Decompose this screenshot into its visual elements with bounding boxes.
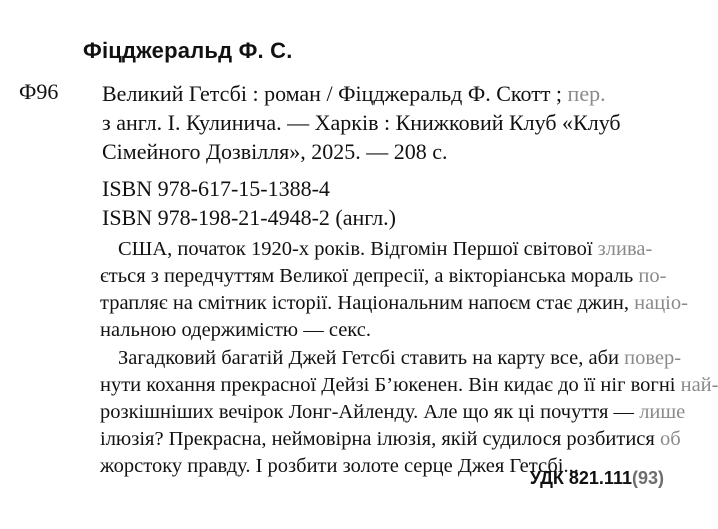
isbn-ukrainian: ISBN 978-617-15-1388-4 <box>102 176 330 201</box>
annotation-line <box>100 372 718 399</box>
bibl-text-faded: пер. <box>567 81 606 106</box>
bibliographic-description <box>102 79 662 166</box>
author-heading: Фіцджеральд Ф. С. <box>83 38 293 63</box>
annotation-line <box>100 399 686 426</box>
annotation-line <box>100 426 681 453</box>
udk-faded: (93) <box>631 468 664 488</box>
annotation-text-faded: повер- <box>624 347 682 369</box>
annotation-line: жорстоку правду. І розбити золоте серце Джея Гетсбі... <box>100 455 579 477</box>
annotation-text: ється з передчуттям Великої депресії, а вікторіанська мораль <box>100 265 639 287</box>
annotation-text-faded: лише <box>639 401 686 423</box>
annotation-text: США, початок 1920-х років. Відгомін Першої світової <box>118 238 598 260</box>
annotation-text: Загадковий багатій Джей Гетсбі ставить на карту все, аби <box>118 347 625 369</box>
annotation-text: ілюзія? Прекрасна, неймовірна ілюзія, якій судилося розбитися <box>100 428 660 450</box>
bibl-line: з англ. І. Кулинича. — Харків : Книжковий Клуб «Клуб <box>102 110 621 135</box>
bibl-line <box>102 79 662 108</box>
annotation-text-faded: по- <box>638 265 667 287</box>
annotation-text-faded: націо- <box>634 292 688 314</box>
annotation-text-faded: злива- <box>597 238 653 260</box>
annotation-paragraph-1 <box>100 236 688 344</box>
annotation-line <box>100 290 688 317</box>
annotation-line <box>100 345 682 372</box>
bibl-line: Сімейного Дозвілля», 2025. — 208 с. <box>102 139 448 164</box>
annotation-text-faded: най- <box>680 374 718 396</box>
annotation-text: трапляє на смітник історії. Національним напоєм стає джин, <box>100 292 635 314</box>
annotation-text-faded: об <box>659 428 681 450</box>
udk-code <box>530 468 664 489</box>
annotation-text: розкішніших вечірок Лонг-Айленду. Але що як ці почуття — <box>100 401 640 423</box>
isbn-english: ISBN 978-198-21-4948-2 (англ.) <box>102 205 397 230</box>
annotation-paragraph-2 <box>100 345 718 480</box>
annotation-text: нути кохання прекрасної Дейзі Б’юкенен. Він кидає до її ніг вогні <box>100 374 681 396</box>
udk-label: УДК 821.111 <box>529 468 632 488</box>
author-code: Ф96 <box>19 79 59 104</box>
annotation-line <box>100 236 660 263</box>
annotation-line <box>100 263 667 290</box>
annotation-line: нальною одержимістю — секс. <box>100 319 371 341</box>
bibl-text: Великий Гетсбі : роман / Фіцджеральд Ф. Скотт ; <box>102 81 568 106</box>
